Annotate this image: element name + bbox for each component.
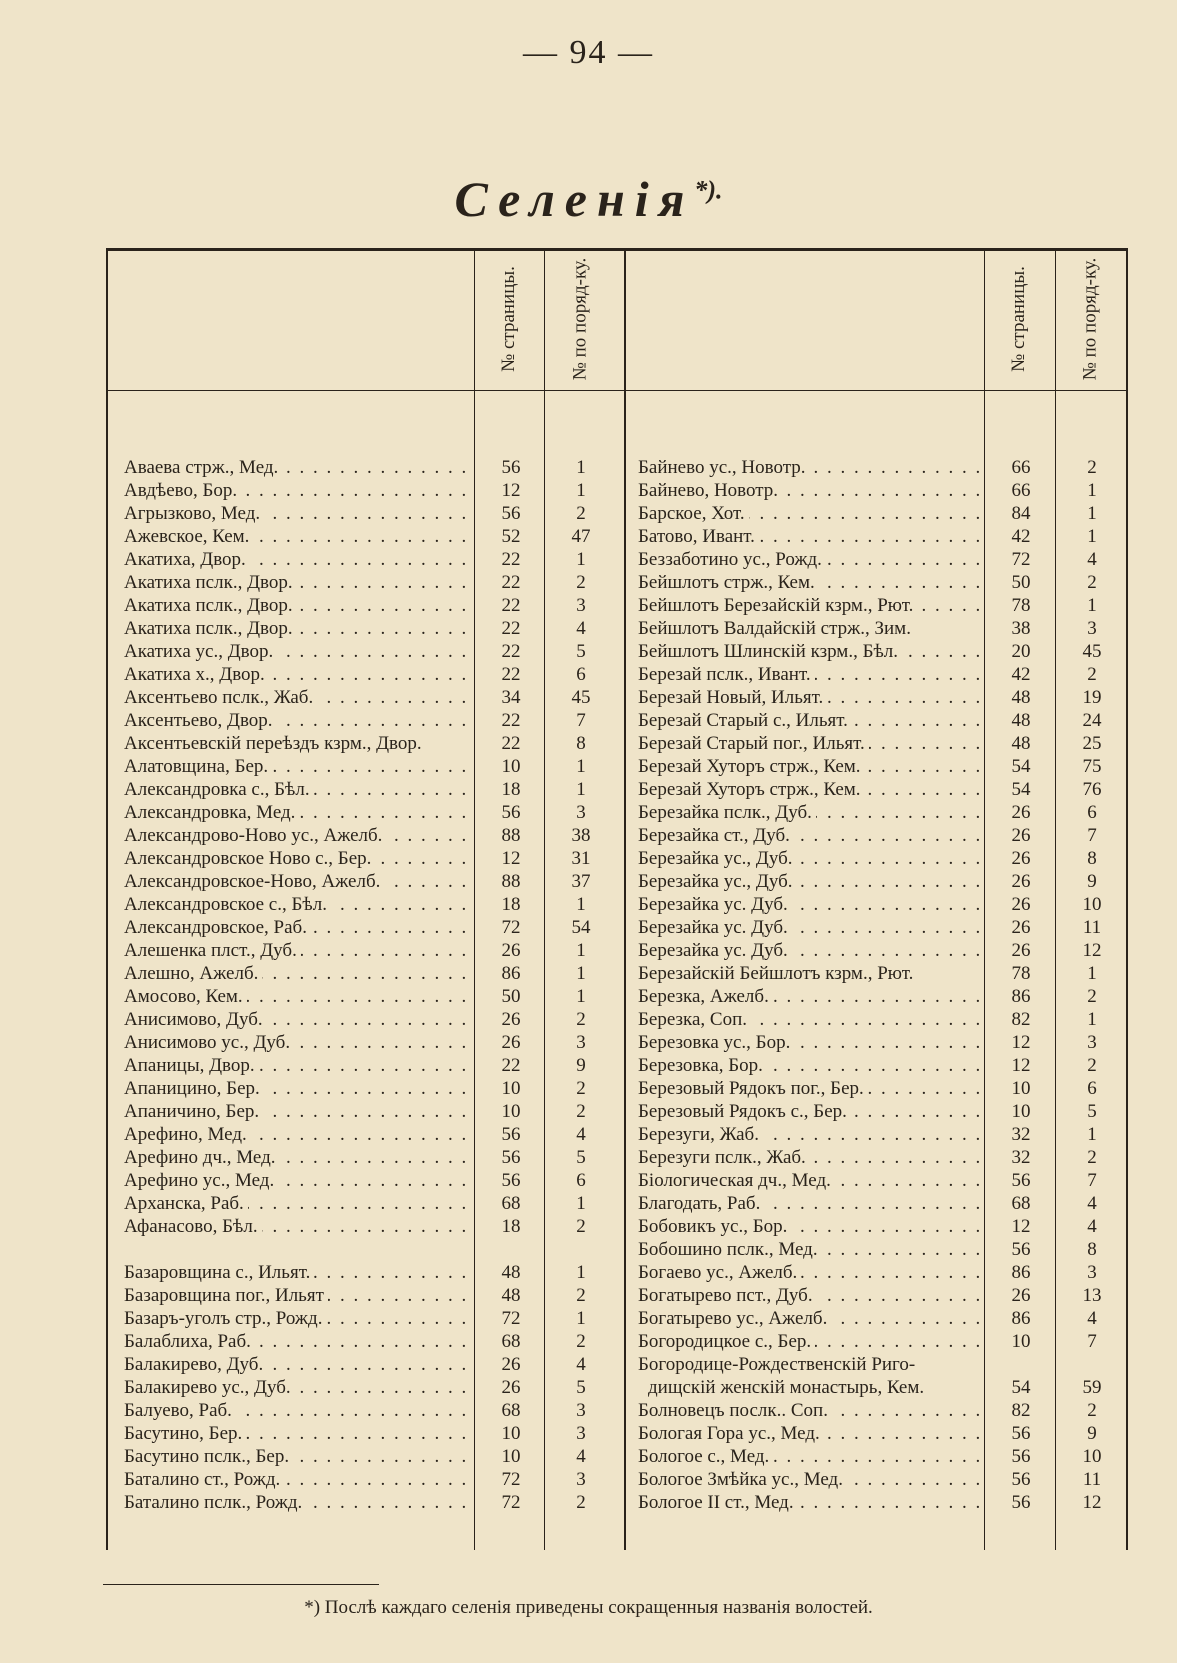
page-number-cell: 42 [1011, 664, 1031, 685]
order-number-cell: 2 [1087, 457, 1097, 478]
page-number-cell: 56 [1011, 1469, 1031, 1490]
page-number-cell: 10 [1011, 1331, 1031, 1352]
order-number-cell: 1 [576, 756, 586, 777]
settlement-name: Березайка ус. Дуб. . . . [638, 916, 980, 939]
settlement-name: Басутино, Бер. . . . [124, 1422, 470, 1445]
order-number-cell: 1 [1087, 480, 1097, 501]
page-number-cell: 72 [501, 917, 521, 938]
order-number-cell: 4 [576, 1446, 586, 1467]
page-number-cell: 26 [1011, 917, 1031, 938]
settlement-name: Алешенка плст., Дуб. . . . [124, 939, 470, 962]
order-number-cell: 6 [576, 1170, 586, 1191]
page-number-cell: 72 [501, 1469, 521, 1490]
page-number-cell: 10 [501, 1078, 521, 1099]
settlement-name: Арефино дч., Мед. . . . [124, 1146, 470, 1169]
settlement-name: Апаницы, Двор. . . . [124, 1054, 470, 1077]
order-number-cell: 3 [1087, 618, 1097, 639]
page-number-cell: 78 [1011, 595, 1031, 616]
settlement-name: Березайка ус. Дуб. . . . [638, 893, 980, 916]
settlement-name: Березовый Рядокъ пог., Бер. . . . [638, 1077, 980, 1100]
page-number-cell: 72 [501, 1492, 521, 1513]
settlement-name: Арханска, Раб. . . . [124, 1192, 470, 1215]
order-number-cell: 6 [1087, 1078, 1097, 1099]
order-number-cell: 2 [576, 1101, 586, 1122]
order-number-cell: 1 [1087, 526, 1097, 547]
order-number-cell: 2 [576, 1492, 586, 1513]
page-number-cell: 72 [501, 1308, 521, 1329]
page-number-cell: 48 [1011, 687, 1031, 708]
page-number-cell: 54 [1011, 779, 1031, 800]
order-number-cell: 2 [1087, 986, 1097, 1007]
order-number-cell: 12 [1082, 1492, 1102, 1513]
settlement-name: Богатырево пст., Дуб. . . . [638, 1284, 980, 1307]
settlement-name: Богородице-Рождественскій Риго- [638, 1353, 980, 1376]
settlement-name: Базаръ-уголъ стр., Рожд. . . . [124, 1307, 470, 1330]
order-number-cell: 3 [1087, 1262, 1097, 1283]
page-number-cell: 22 [501, 572, 521, 593]
order-number-cell: 76 [1082, 779, 1102, 800]
order-number-cell: 3 [576, 802, 586, 823]
page-number-cell: 56 [501, 503, 521, 524]
order-number-cell: 37 [571, 871, 591, 892]
settlement-name: Аксентьево пслк., Жаб. . . . [124, 686, 470, 709]
settlement-name: Базаровщина с., Ильят. . . . [124, 1261, 470, 1284]
page-number-cell: 54 [1011, 756, 1031, 777]
order-number-cell: 6 [1087, 802, 1097, 823]
header-order-col-right: № по поряд-ку. [1079, 257, 1101, 381]
order-number-cell: 2 [576, 1285, 586, 1306]
settlement-name: Авдѣево, Бор. . . . [124, 479, 470, 502]
settlement-name: Аваева стрж., Мед. . . . [124, 456, 470, 479]
order-number-cell: 2 [576, 1009, 586, 1030]
page-number-cell: 32 [1011, 1124, 1031, 1145]
order-number-cell: 3 [576, 1032, 586, 1053]
settlement-name: Анисимово ус., Дуб. . . . [124, 1031, 470, 1054]
page-number-cell: 10 [1011, 1078, 1031, 1099]
settlement-name: Бейшлотъ Березайскій кзрм., Рют. . . . [638, 594, 980, 617]
footnote-rule [103, 1584, 379, 1585]
settlement-name: Аксентьево, Двор. . . . [124, 709, 470, 732]
page-number-cell: 88 [501, 825, 521, 846]
settlement-name: Бологое Змѣйка ус., Мед. . . . [638, 1468, 980, 1491]
page-number-cell: 66 [1011, 457, 1031, 478]
settlement-name: Акатиха, Двор. . . . [124, 548, 470, 571]
header-page-col-left: № страницы. [498, 266, 519, 372]
order-number-cell: 1 [576, 940, 586, 961]
settlement-name: Благодать, Раб. . . . [638, 1192, 980, 1215]
order-number-cell: 6 [576, 664, 586, 685]
settlement-name: Богатырево ус., Ажелб. . . . [638, 1307, 980, 1330]
order-number-cell: 1 [576, 1308, 586, 1329]
settlement-name: Батово, Ивант. . . . [638, 525, 980, 548]
page-number-cell: 56 [501, 1170, 521, 1191]
settlement-name: Александровское-Ново, Ажелб. . . . [124, 870, 470, 893]
page-number-cell: 50 [1011, 572, 1031, 593]
page-number-cell: 56 [1011, 1492, 1031, 1513]
order-number-cell: 1 [1087, 503, 1097, 524]
settlement-name: дищскій женскій монастырь, Кем. [648, 1376, 980, 1399]
title-footnote-mark: *). [694, 175, 723, 205]
order-number-cell: 19 [1082, 687, 1102, 708]
order-number-cell: 5 [1087, 1101, 1097, 1122]
page-number-cell: 18 [501, 779, 521, 800]
order-number-cell: 2 [1087, 572, 1097, 593]
page-number-cell: 26 [501, 1377, 521, 1398]
settlement-name: Березовка ус., Бор. . . . [638, 1031, 980, 1054]
order-number-cell: 12 [1082, 940, 1102, 961]
settlement-name: Аксентьевскій переѣздъ кзрм., Двор. [124, 732, 470, 755]
settlement-name: Березайка ус., Дуб. . . . [638, 870, 980, 893]
page-number-cell: 26 [1011, 1285, 1031, 1306]
order-number-cell: 2 [1087, 1055, 1097, 1076]
settlement-name: Апаничино, Бер. . . . [124, 1100, 470, 1123]
order-number-cell: 3 [576, 595, 586, 616]
page-number-cell: 22 [501, 549, 521, 570]
page-number-cell: 48 [501, 1285, 521, 1306]
page-number-cell: 84 [1011, 503, 1031, 524]
page-number-cell: 22 [501, 618, 521, 639]
order-number-cell: 5 [576, 1147, 586, 1168]
page-number-cell: 42 [1011, 526, 1031, 547]
order-number-cell: 54 [571, 917, 591, 938]
order-number-cell: 1 [1087, 595, 1097, 616]
settlement-name: Березайскій Бейшлотъ кзрм., Рют. [638, 962, 980, 985]
page-number-cell: 56 [501, 1147, 521, 1168]
settlement-name: Біологическая дч., Мед. . . . [638, 1169, 980, 1192]
settlement-name: Александровское с., Бѣл. . . . [124, 893, 470, 916]
page-number-cell: 54 [1011, 1377, 1031, 1398]
page-number-cell: 56 [1011, 1423, 1031, 1444]
page-number-cell: 68 [501, 1193, 521, 1214]
page-number-cell: 12 [501, 848, 521, 869]
settlement-name: Байнево ус., Новотр. . . . [638, 456, 980, 479]
table-row [0, 1238, 1177, 1261]
page-number-cell: 20 [1011, 641, 1031, 662]
page-number-cell: 88 [501, 871, 521, 892]
order-number-cell: 8 [576, 733, 586, 754]
settlement-name: Александровка, Мед. . . . [124, 801, 470, 824]
order-number-cell: 7 [1087, 1331, 1097, 1352]
order-number-cell: 9 [1087, 871, 1097, 892]
settlement-name: Акатиха пслк., Двор. . . . [124, 594, 470, 617]
settlement-name: Алешно, Ажелб. . . . [124, 962, 470, 985]
settlement-name: Березай Хуторъ стрж., Кем. . . . [638, 778, 980, 801]
order-number-cell: 1 [576, 1193, 586, 1214]
order-number-cell: 2 [576, 572, 586, 593]
page-number-cell: 10 [501, 1101, 521, 1122]
page-number-cell: 12 [1011, 1032, 1031, 1053]
settlement-name: Алатовщина, Бер. . . . [124, 755, 470, 778]
order-number-cell: 47 [571, 526, 591, 547]
order-number-cell: 25 [1082, 733, 1102, 754]
order-number-cell: 1 [576, 963, 586, 984]
page-number-cell: 22 [501, 733, 521, 754]
settlement-name: Александрово-Ново ус., Ажелб. . . . [124, 824, 470, 847]
order-number-cell: 45 [571, 687, 591, 708]
page-number-cell: 18 [501, 1216, 521, 1237]
page-number-cell: 26 [501, 1354, 521, 1375]
order-number-cell: 7 [576, 710, 586, 731]
order-number-cell: 1 [1087, 1009, 1097, 1030]
page-number-cell: 56 [501, 1124, 521, 1145]
page-number-cell: 10 [501, 1423, 521, 1444]
header-order-col-left: № по поряд-ку. [569, 257, 591, 381]
order-number-cell: 5 [576, 1377, 586, 1398]
order-number-cell: 2 [1087, 1147, 1097, 1168]
settlement-name: Березай Старый пог., Ильят. . . . [638, 732, 980, 755]
page-number-cell: 26 [1011, 940, 1031, 961]
settlement-name: Березовый Рядокъ с., Бер. . . . [638, 1100, 980, 1123]
order-number-cell: 1 [576, 986, 586, 1007]
settlement-name: Березка, Ажелб. . . . [638, 985, 980, 1008]
order-number-cell: 75 [1082, 756, 1102, 777]
page-number-cell: 78 [1011, 963, 1031, 984]
order-number-cell: 9 [1087, 1423, 1097, 1444]
order-number-cell: 1 [576, 480, 586, 501]
page-number-cell: 12 [501, 480, 521, 501]
page-number-cell: 26 [1011, 894, 1031, 915]
settlement-name: Амосово, Кем. . . . [124, 985, 470, 1008]
page-number-cell: 86 [501, 963, 521, 984]
order-number-cell: 8 [1087, 848, 1097, 869]
page-number-cell: 26 [1011, 848, 1031, 869]
settlement-name: Анисимово, Дуб. . . . [124, 1008, 470, 1031]
settlement-name: Бологое II ст., Мед. . . . [638, 1491, 980, 1514]
order-number-cell: 3 [576, 1400, 586, 1421]
order-number-cell: 59 [1082, 1377, 1102, 1398]
settlement-name: Акатиха пслк., Двор. . . . [124, 571, 470, 594]
settlement-name: Березайка ст., Дуб. . . . [638, 824, 980, 847]
table-header-rule [106, 390, 1126, 391]
page-number: — 94 — [523, 34, 654, 71]
settlement-name: Богородицкое с., Бер. . . . [638, 1330, 980, 1353]
order-number-cell: 31 [571, 848, 591, 869]
page-number-cell: 10 [501, 1446, 521, 1467]
settlement-name: Березайка пслк., Дуб. . . . [638, 801, 980, 824]
page-number-cell: 82 [1011, 1400, 1031, 1421]
page-number-cell: 12 [1011, 1055, 1031, 1076]
order-number-cell: 1 [576, 779, 586, 800]
order-number-cell: 3 [576, 1423, 586, 1444]
order-number-cell: 3 [576, 1469, 586, 1490]
page-number-cell: 56 [1011, 1239, 1031, 1260]
settlement-name: Акатиха ус., Двор. . . . [124, 640, 470, 663]
order-number-cell: 4 [576, 1354, 586, 1375]
settlement-name: Березовка, Бор. . . . [638, 1054, 980, 1077]
order-number-cell: 4 [1087, 1308, 1097, 1329]
page-number-cell: 26 [1011, 825, 1031, 846]
settlement-name: Богаево ус., Ажелб. . . . [638, 1261, 980, 1284]
page-number-cell: 34 [501, 687, 521, 708]
settlement-name: Беззаботино ус., Рожд. . . . [638, 548, 980, 571]
settlement-name: Березуги, Жаб. . . . [638, 1123, 980, 1146]
settlement-name: Базаровщина пог., Ильят . . . [124, 1284, 470, 1307]
order-number-cell: 4 [1087, 1216, 1097, 1237]
order-number-cell: 4 [576, 1124, 586, 1145]
header-page-col-right: № страницы. [1008, 266, 1029, 372]
page-number-cell: 86 [1011, 1262, 1031, 1283]
settlement-name: Агрызково, Мед. . . . [124, 502, 470, 525]
order-number-cell: 9 [576, 1055, 586, 1076]
settlement-name: Александровка с., Бѣл. . . . [124, 778, 470, 801]
order-number-cell: 2 [576, 1216, 586, 1237]
settlement-name: Березуги пслк., Жаб. . . . [638, 1146, 980, 1169]
settlement-name: Березай Новый, Ильят. . . . [638, 686, 980, 709]
page-number-cell: 26 [501, 1032, 521, 1053]
page-number-cell: 12 [1011, 1216, 1031, 1237]
page-number-cell: 68 [501, 1331, 521, 1352]
page-number-cell: 32 [1011, 1147, 1031, 1168]
settlement-name: Бобошино пслк., Мед. . . . [638, 1238, 980, 1261]
order-number-cell: 45 [1082, 641, 1102, 662]
order-number-cell: 10 [1082, 894, 1102, 915]
order-number-cell: 7 [1087, 1170, 1097, 1191]
page-number-cell: 10 [501, 756, 521, 777]
order-number-cell: 11 [1082, 1469, 1102, 1490]
settlement-name: Бейшлотъ Валдайскій стрж., Зим. [638, 617, 980, 640]
page-number-cell: 50 [501, 986, 521, 1007]
settlement-name: Байнево, Новотр. . . . [638, 479, 980, 502]
page-number-cell: 56 [501, 802, 521, 823]
order-number-cell: 4 [576, 618, 586, 639]
order-number-cell: 5 [576, 641, 586, 662]
settlement-name: Балакирево, Дуб. . . . [124, 1353, 470, 1376]
settlement-name: Баталино пслк., Рожд. . . . [124, 1491, 470, 1514]
order-number-cell: 13 [1082, 1285, 1102, 1306]
page-number-cell: 22 [501, 595, 521, 616]
settlement-name: Бобовикъ ус., Бор. . . . [638, 1215, 980, 1238]
order-number-cell: 1 [1087, 963, 1097, 984]
page-number-cell: 22 [501, 641, 521, 662]
page-number-cell: 26 [501, 940, 521, 961]
settlement-name: Александровское, Раб. . . . [124, 916, 470, 939]
settlement-name: Арефино ус., Мед. . . . [124, 1169, 470, 1192]
page-number-cell: 22 [501, 1055, 521, 1076]
order-number-cell: 4 [1087, 549, 1097, 570]
settlement-name: Березай Старый с., Ильят. . . . [638, 709, 980, 732]
page-number-cell: 26 [501, 1009, 521, 1030]
order-number-cell: 3 [1087, 1032, 1097, 1053]
page-number-cell: 56 [1011, 1170, 1031, 1191]
order-number-cell: 2 [576, 1078, 586, 1099]
settlement-name: Березай пслк., Ивант. . . . [638, 663, 980, 686]
settlement-name: Балуево, Раб. . . . [124, 1399, 470, 1422]
order-number-cell: 38 [571, 825, 591, 846]
page-number-cell: 10 [1011, 1101, 1031, 1122]
page-number-cell: 48 [501, 1262, 521, 1283]
order-number-cell: 2 [576, 503, 586, 524]
settlement-name: Балакирево ус., Дуб. . . . [124, 1376, 470, 1399]
settlement-name: Березайка ус. Дуб. . . . [638, 939, 980, 962]
page-number-cell: 86 [1011, 986, 1031, 1007]
order-number-cell: 1 [576, 457, 586, 478]
footnote: *) Послѣ каждаго селенія приведены сокращенныя названія волостей. [304, 1597, 873, 1618]
page-number-cell: 48 [1011, 733, 1031, 754]
settlement-name: Бологая Гора ус., Мед. . . . [638, 1422, 980, 1445]
page-number-cell: 56 [501, 457, 521, 478]
settlement-name: Балаблиха, Раб. . . . [124, 1330, 470, 1353]
page-number-cell: 68 [501, 1400, 521, 1421]
page-number-cell: 48 [1011, 710, 1031, 731]
settlement-name: Афанасово, Бѣл. . . . [124, 1215, 470, 1238]
page-number-cell: 82 [1011, 1009, 1031, 1030]
settlement-name: Арефино, Мед. . . . [124, 1123, 470, 1146]
settlement-name: Александровское Ново с., Бер. . . . [124, 847, 470, 870]
page-number-cell: 38 [1011, 618, 1031, 639]
order-number-cell: 10 [1082, 1446, 1102, 1467]
order-number-cell: 7 [1087, 825, 1097, 846]
order-number-cell: 2 [576, 1331, 586, 1352]
page-number-cell: 22 [501, 664, 521, 685]
title-text: Селенія [454, 171, 695, 227]
page-number-cell: 56 [1011, 1446, 1031, 1467]
order-number-cell: 1 [576, 549, 586, 570]
settlement-name: Березка, Соп. . . . [638, 1008, 980, 1031]
page-title [0, 170, 1177, 228]
page-number-cell: 22 [501, 710, 521, 731]
order-number-cell: 2 [1087, 664, 1097, 685]
order-number-cell: 1 [1087, 1124, 1097, 1145]
order-number-cell: 24 [1082, 710, 1102, 731]
settlement-name: Болновецъ послк.. Соп. . . . [638, 1399, 980, 1422]
settlement-name: Акатиха х., Двор. . . . [124, 663, 470, 686]
page-number-cell: 26 [1011, 871, 1031, 892]
table-top-rule [106, 248, 1126, 251]
settlement-name: Барское, Хот. . . . [638, 502, 980, 525]
settlement-name: Акатиха пслк., Двор. . . . [124, 617, 470, 640]
settlement-name: Апаницино, Бер. . . . [124, 1077, 470, 1100]
order-number-cell: 1 [576, 1262, 586, 1283]
settlement-name: Березайка ус., Дуб. . . . [638, 847, 980, 870]
settlement-name: Бейшлотъ стрж., Кем. . . . [638, 571, 980, 594]
page-number-cell: 68 [1011, 1193, 1031, 1214]
order-number-cell: 8 [1087, 1239, 1097, 1260]
order-number-cell: 1 [576, 894, 586, 915]
settlement-name: Березай Хуторъ стрж., Кем. . . . [638, 755, 980, 778]
order-number-cell: 2 [1087, 1400, 1097, 1421]
page-number-cell: 18 [501, 894, 521, 915]
page-number-cell: 66 [1011, 480, 1031, 501]
settlement-name: Ажевское, Кем. . . . [124, 525, 470, 548]
order-number-cell: 11 [1082, 917, 1102, 938]
page-number-cell: 72 [1011, 549, 1031, 570]
page-number-cell: 52 [501, 526, 521, 547]
settlement-name: Баталино ст., Рожд. . . . [124, 1468, 470, 1491]
page-number-cell: 26 [1011, 802, 1031, 823]
settlement-name: Бологое с., Мед. . . . [638, 1445, 980, 1468]
order-number-cell: 4 [1087, 1193, 1097, 1214]
page-number-cell: 86 [1011, 1308, 1031, 1329]
settlement-name: Бейшлотъ Шлинскій кзрм., Бѣл. . . . [638, 640, 980, 663]
settlement-name: Басутино пслк., Бер. . . . [124, 1445, 470, 1468]
